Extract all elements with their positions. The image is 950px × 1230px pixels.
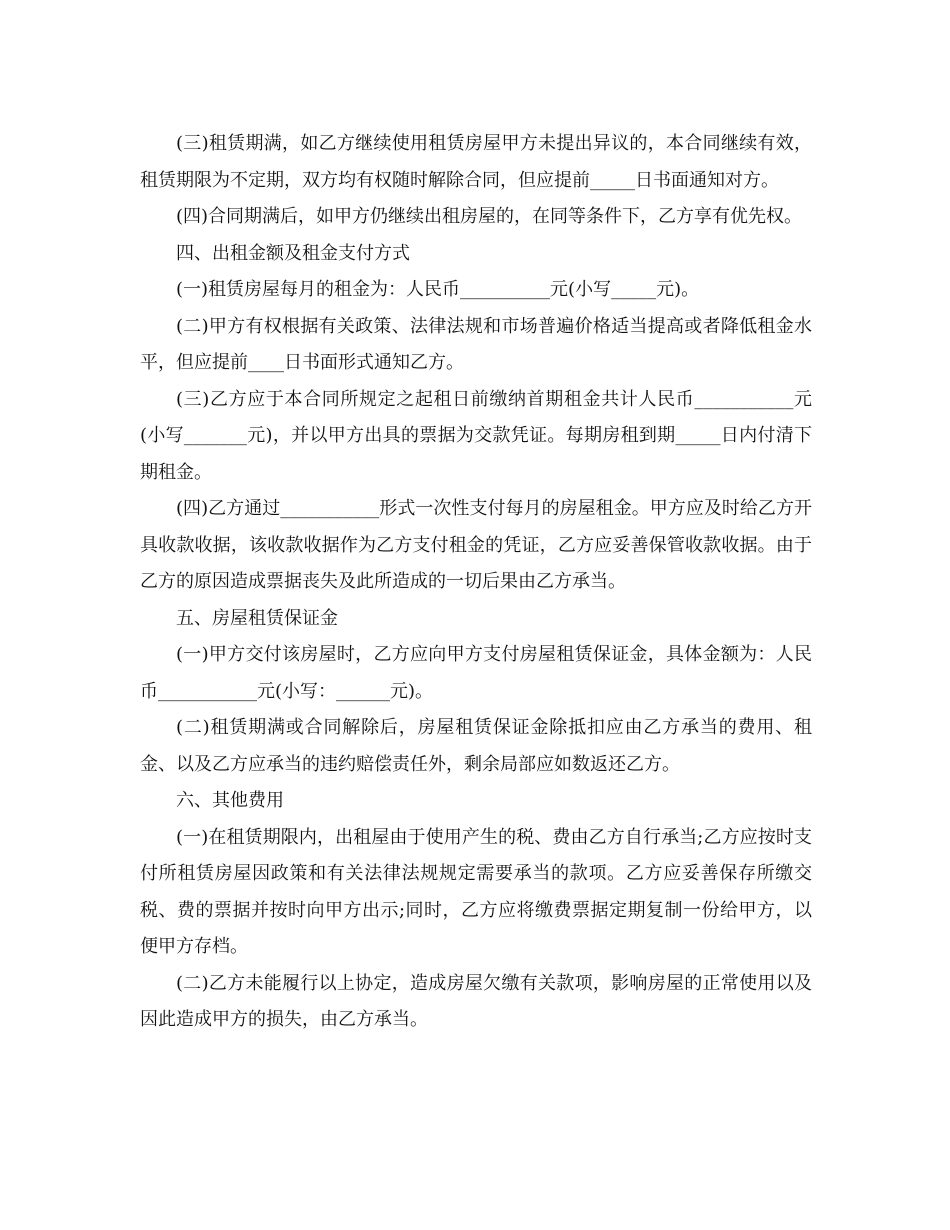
section-heading-deposit: 五、房屋租赁保证金 <box>176 607 338 629</box>
paragraph-6-1-taxes-fees: (一)在租赁期限内，出租屋由于使用产生的税、费由乙方自行承当;乙方应按时支付所租赁房屋因政策和有关法律法规规定需要承当的款项。乙方应妥善保存所缴交税、费的票据并按时向甲方出示;同时，乙方应将缴费票据定期复制一份给甲方，以便甲方存档。 <box>140 826 812 957</box>
paragraph-3-4-priority-right: (四)合同期满后，如甲方仍继续出租房屋的，在同等条件下，乙方享有优先权。 <box>176 206 803 227</box>
paragraph-4-3-first-payment: (三)乙方应于本合同所规定之起租日前缴纳首期租金共计人民币___________元(小写_______元)，并以甲方出具的票据为交款凭证。每期房租到期_____日内付清下期租金。 <box>140 388 812 483</box>
paragraph-4-2-rent-adjustment: (二)甲方有权根据有关政策、法律法规和市场普遍价格适当提高或者降低租金水平，但应提前____日书面形式通知乙方。 <box>140 315 812 373</box>
paragraph-4-1-monthly-rent: (一)租赁房屋每月的租金为：人民币__________元(小写_____元)。 <box>176 279 700 300</box>
paragraph-6-2-default-liability: (二)乙方未能履行以上协定，造成房屋欠缴有关款项，影响房屋的正常使用以及因此造成甲方的损失，由乙方承当。 <box>140 972 812 1030</box>
paragraph-5-2-deposit-return: (二)租赁期满或合同解除后，房屋租赁保证金除抵扣应由乙方承当的费用、租金、以及乙方应承当的违约赔偿责任外，剩余局部应如数返还乙方。 <box>140 717 812 775</box>
paragraph-5-1-deposit-amount: (一)甲方交付该房屋时，乙方应向甲方支付房屋租赁保证金，具体金额为：人民币___________元(小写：______元)。 <box>140 644 812 702</box>
paragraph-4-4-payment-method: (四)乙方通过___________形式一次性支付每月的房屋租金。甲方应及时给乙方开具收款收据，该收款收据作为乙方支付租金的凭证，乙方应妥善保管收款收据。由于乙方的原因造成票据丧失及此所造成的一切后果由乙方承当。 <box>140 498 812 592</box>
section-heading-other-fees: 六、其他费用 <box>176 790 284 811</box>
section-heading-rent: 四、出租金额及租金支付方式 <box>176 242 410 264</box>
paragraph-3-3-lease-expiry: (三)租赁期满，如乙方继续使用租赁房屋甲方未提出异议的，本合同继续有效，租赁期限为不定期，双方均有权随时解除合同，但应提前_____日书面通知对方。 <box>140 133 812 191</box>
document-page <box>140 126 812 1039</box>
